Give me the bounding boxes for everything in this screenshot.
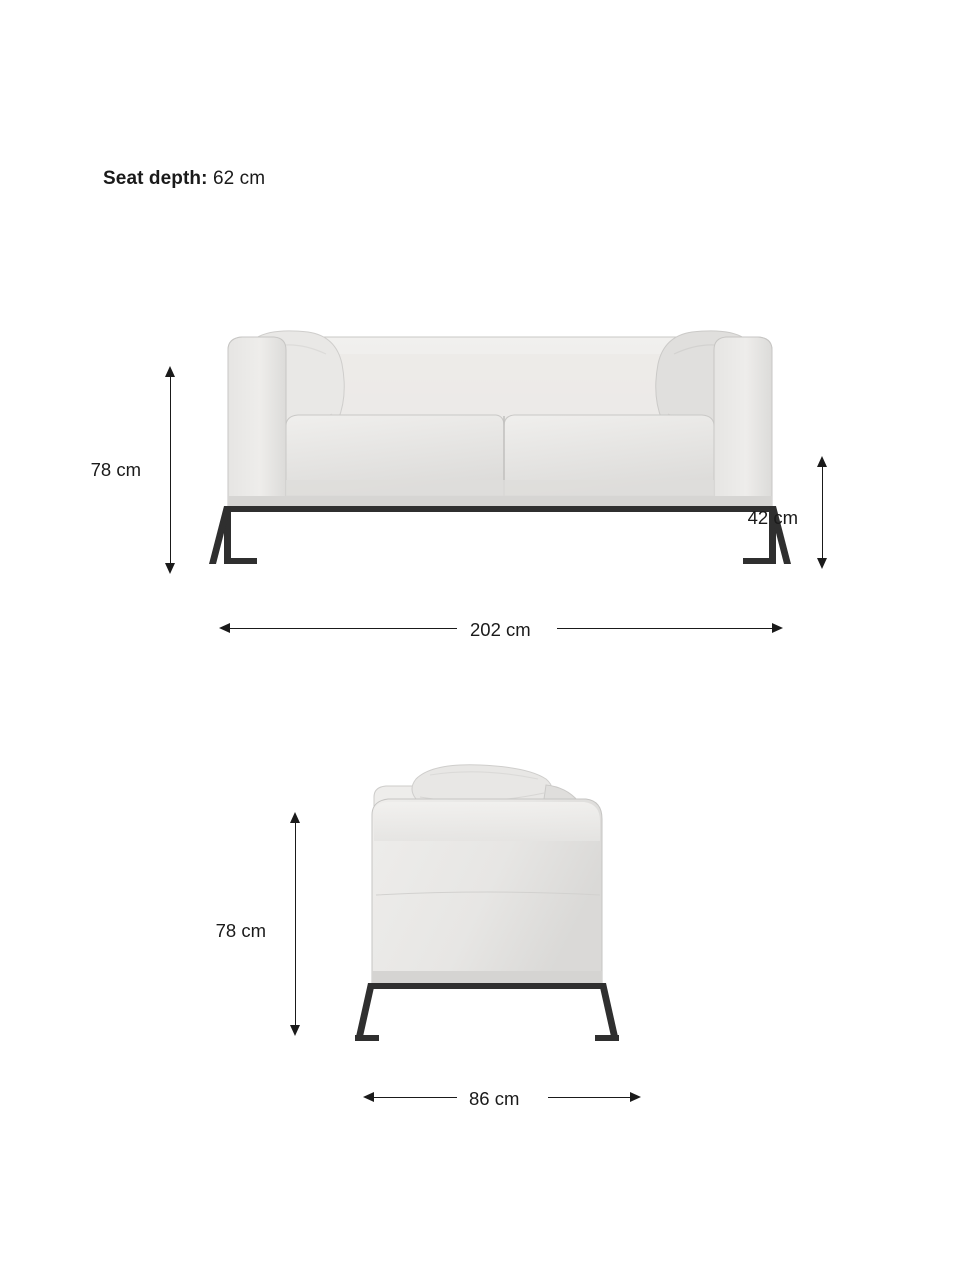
dimension-line-vertical	[170, 375, 172, 565]
arrow-down-icon	[165, 563, 175, 574]
side-depth-value: 86 cm	[469, 1088, 520, 1109]
dimension-line-vertical	[295, 821, 297, 1027]
front-width-value: 202 cm	[470, 619, 531, 640]
seat-depth-label: Seat depth:	[103, 168, 208, 189]
front-seat-height-value: 42 cm	[747, 507, 798, 528]
front-height-value: 78 cm	[90, 459, 141, 480]
arrow-down-icon	[290, 1025, 300, 1036]
arrow-right-icon	[772, 623, 783, 633]
arrow-down-icon	[817, 558, 827, 569]
seat-depth-caption	[103, 168, 265, 190]
dimension-line-horizontal	[373, 1097, 457, 1099]
dimension-line-vertical	[822, 465, 824, 560]
dimension-line-horizontal	[548, 1097, 631, 1099]
dimension-line-horizontal	[229, 628, 457, 630]
seat-depth-value: 62 cm	[212, 168, 266, 189]
dimension-line-horizontal	[557, 628, 773, 630]
side-height-value: 78 cm	[215, 920, 266, 941]
sofa-front-illustration	[200, 310, 800, 590]
sofa-side-illustration	[350, 745, 640, 1055]
arrow-right-icon	[630, 1092, 641, 1102]
